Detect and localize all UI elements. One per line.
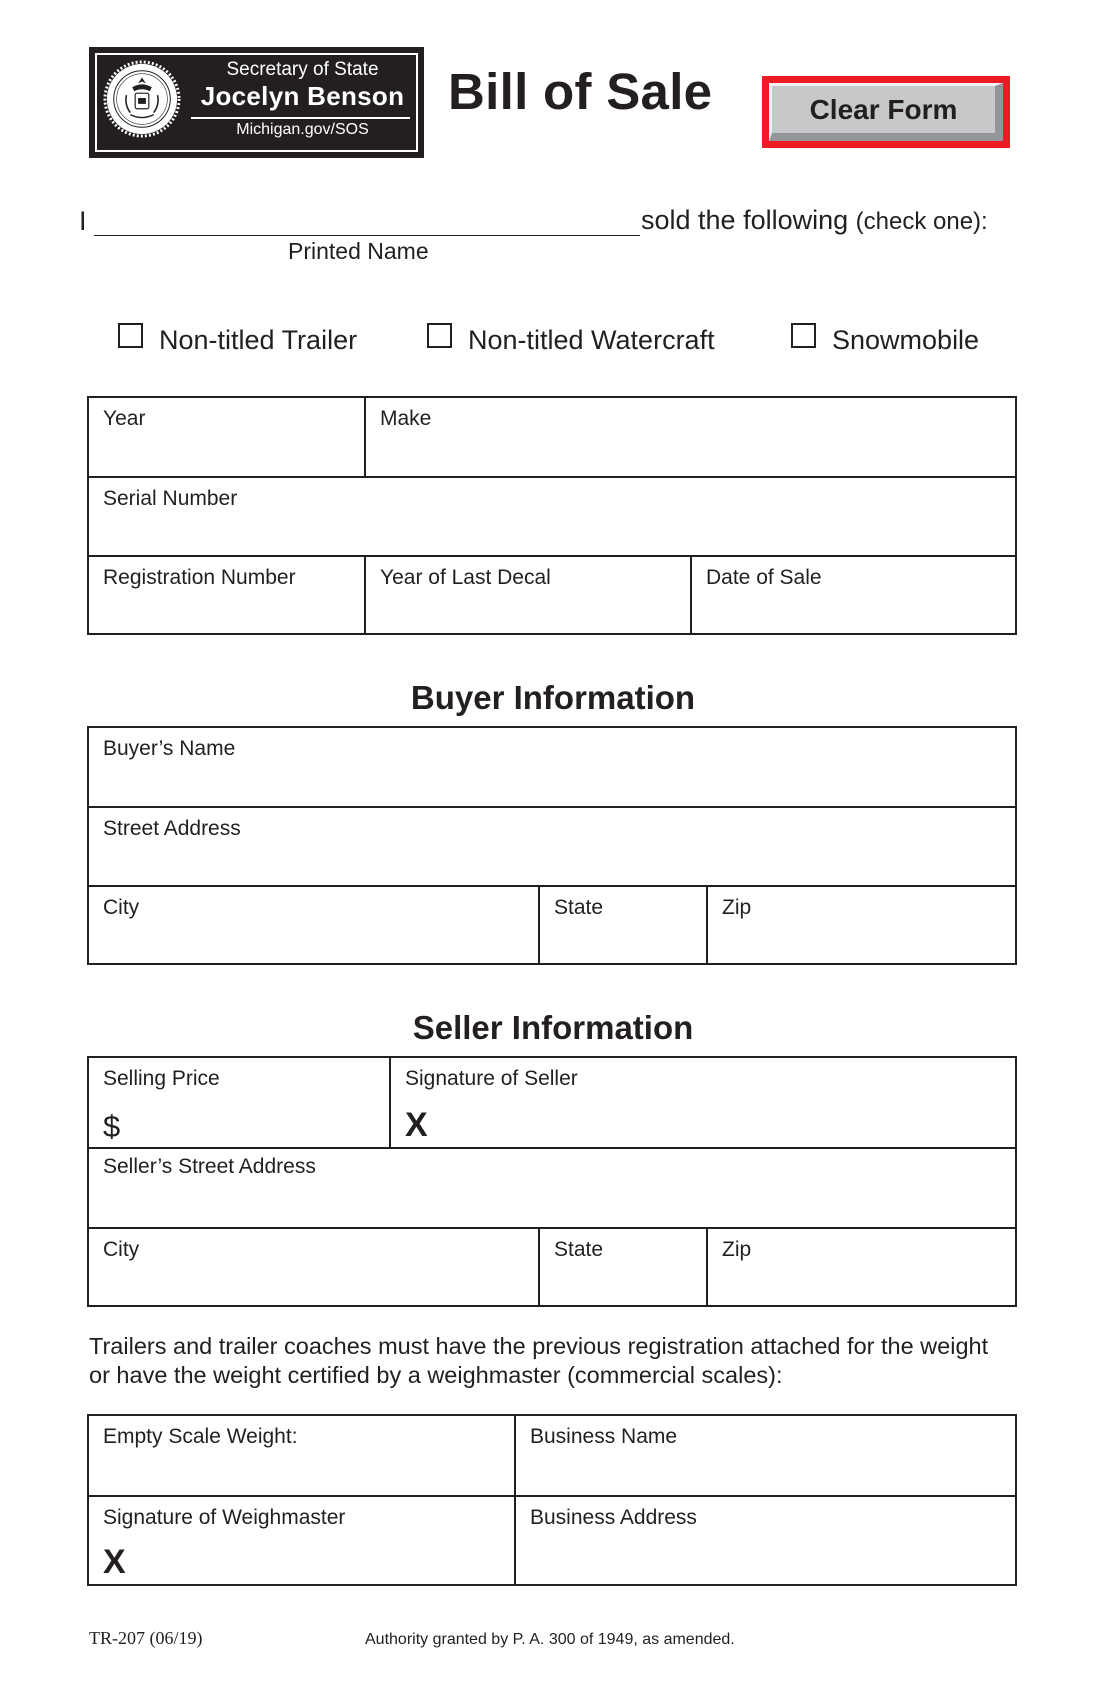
field-label: Zip bbox=[722, 896, 752, 919]
field-label: Seller’s Street Address bbox=[103, 1155, 316, 1178]
make-field[interactable] bbox=[364, 398, 1015, 476]
table-row bbox=[89, 1058, 1015, 1147]
field-label: Empty Scale Weight: bbox=[103, 1425, 298, 1448]
seller-street-field[interactable] bbox=[89, 1149, 1015, 1227]
field-label: Registration Number bbox=[103, 566, 296, 589]
table-row bbox=[89, 885, 1015, 963]
table-row bbox=[89, 728, 1015, 806]
serial-number-field[interactable] bbox=[89, 478, 1015, 555]
vehicle-info-table bbox=[87, 396, 1017, 635]
option-label: Non-titled Trailer bbox=[159, 324, 358, 355]
checkbox-non-titled-trailer[interactable] bbox=[118, 323, 143, 348]
field-label: Business Address bbox=[530, 1506, 697, 1529]
page-title: Bill of Sale bbox=[448, 63, 713, 120]
signature-x-mark: X bbox=[103, 1543, 126, 1581]
clear-form-highlight bbox=[762, 76, 1010, 148]
registration-number-field[interactable] bbox=[89, 557, 364, 633]
table-row bbox=[89, 1147, 1015, 1227]
field-label: Year bbox=[103, 407, 146, 430]
option-snowmobile[interactable] bbox=[791, 320, 979, 360]
sos-logo bbox=[89, 47, 424, 158]
clear-form-button[interactable]: Clear Form bbox=[769, 83, 1003, 141]
michigan-seal-icon bbox=[103, 60, 181, 138]
intro-sold-text bbox=[641, 205, 988, 236]
field-label: City bbox=[103, 896, 140, 919]
table-row bbox=[89, 806, 1015, 885]
field-label: Make bbox=[380, 407, 432, 430]
form-number: TR-207 (06/19) bbox=[89, 1628, 203, 1648]
table-row bbox=[89, 1416, 1015, 1495]
checkbox-snowmobile[interactable] bbox=[791, 323, 816, 348]
field-label: Year of Last Decal bbox=[380, 566, 551, 589]
table-row bbox=[89, 476, 1015, 555]
selling-price-field[interactable] bbox=[89, 1058, 389, 1147]
option-non-titled-watercraft[interactable] bbox=[427, 320, 715, 360]
buyer-state-field[interactable] bbox=[538, 887, 706, 963]
field-label: Signature of Seller bbox=[405, 1067, 578, 1090]
year-field[interactable] bbox=[89, 398, 364, 476]
logo-official-name: Jocelyn Benson bbox=[200, 81, 405, 111]
seller-info-table bbox=[87, 1056, 1017, 1307]
logo-website: Michigan.gov/SOS bbox=[236, 121, 369, 138]
field-label: Buyer’s Name bbox=[103, 737, 236, 760]
date-of-sale-field[interactable] bbox=[690, 557, 1015, 633]
check-one-hint: (check one): bbox=[855, 208, 988, 235]
weight-requirement-note: Trailers and trailer coaches must have the previous registration attached for the weight or have the weight certified by a weighmaster (commercial scales): bbox=[89, 1333, 989, 1388]
logo-divider bbox=[191, 117, 410, 119]
field-label: Business Name bbox=[530, 1425, 678, 1448]
printed-name-field[interactable] bbox=[94, 203, 640, 236]
year-of-last-decal-field[interactable] bbox=[364, 557, 690, 633]
authority-statement: Authority granted by P. A. 300 of 1949, as amended. bbox=[365, 1631, 735, 1648]
buyer-name-field[interactable] bbox=[89, 728, 1015, 806]
field-label: Date of Sale bbox=[706, 566, 822, 589]
seller-state-field[interactable] bbox=[538, 1229, 706, 1305]
field-label: Zip bbox=[722, 1238, 752, 1261]
buyer-zip-field[interactable] bbox=[706, 887, 1015, 963]
weighmaster-table bbox=[87, 1414, 1017, 1586]
field-label: Street Address bbox=[103, 817, 241, 840]
business-address-field[interactable] bbox=[514, 1497, 1015, 1584]
table-row bbox=[89, 1495, 1015, 1584]
field-label: Selling Price bbox=[103, 1067, 220, 1090]
seller-section-title: Seller Information bbox=[412, 1009, 694, 1046]
business-name-field[interactable] bbox=[514, 1416, 1015, 1495]
dollar-sign: $ bbox=[103, 1109, 121, 1144]
printed-name-caption: Printed Name bbox=[288, 238, 429, 264]
buyer-section-title: Buyer Information bbox=[410, 679, 696, 716]
field-label: State bbox=[554, 1238, 604, 1261]
seller-zip-field[interactable] bbox=[706, 1229, 1015, 1305]
seller-signature-field[interactable] bbox=[389, 1058, 1015, 1147]
field-label: Signature of Weighmaster bbox=[103, 1506, 346, 1529]
buyer-info-table bbox=[87, 726, 1017, 965]
signature-x-mark: X bbox=[405, 1106, 428, 1144]
seller-city-field[interactable] bbox=[89, 1229, 538, 1305]
buyer-street-field[interactable] bbox=[89, 808, 1015, 885]
sold-following-text: sold the following bbox=[641, 205, 849, 235]
logo-office-title: Secretary of State bbox=[226, 59, 379, 80]
field-label: City bbox=[103, 1238, 140, 1261]
field-label: Serial Number bbox=[103, 487, 238, 510]
field-label: State bbox=[554, 896, 604, 919]
buyer-city-field[interactable] bbox=[89, 887, 538, 963]
option-label: Snowmobile bbox=[832, 324, 980, 355]
weighmaster-signature-field[interactable] bbox=[89, 1497, 514, 1584]
table-row bbox=[89, 555, 1015, 633]
table-row bbox=[89, 1227, 1015, 1305]
intro-prefix: I bbox=[79, 206, 87, 236]
empty-scale-weight-field[interactable] bbox=[89, 1416, 514, 1495]
table-row bbox=[89, 398, 1015, 476]
checkbox-non-titled-watercraft[interactable] bbox=[427, 323, 452, 348]
option-non-titled-trailer[interactable] bbox=[118, 320, 357, 360]
option-label: Non-titled Watercraft bbox=[468, 324, 715, 355]
